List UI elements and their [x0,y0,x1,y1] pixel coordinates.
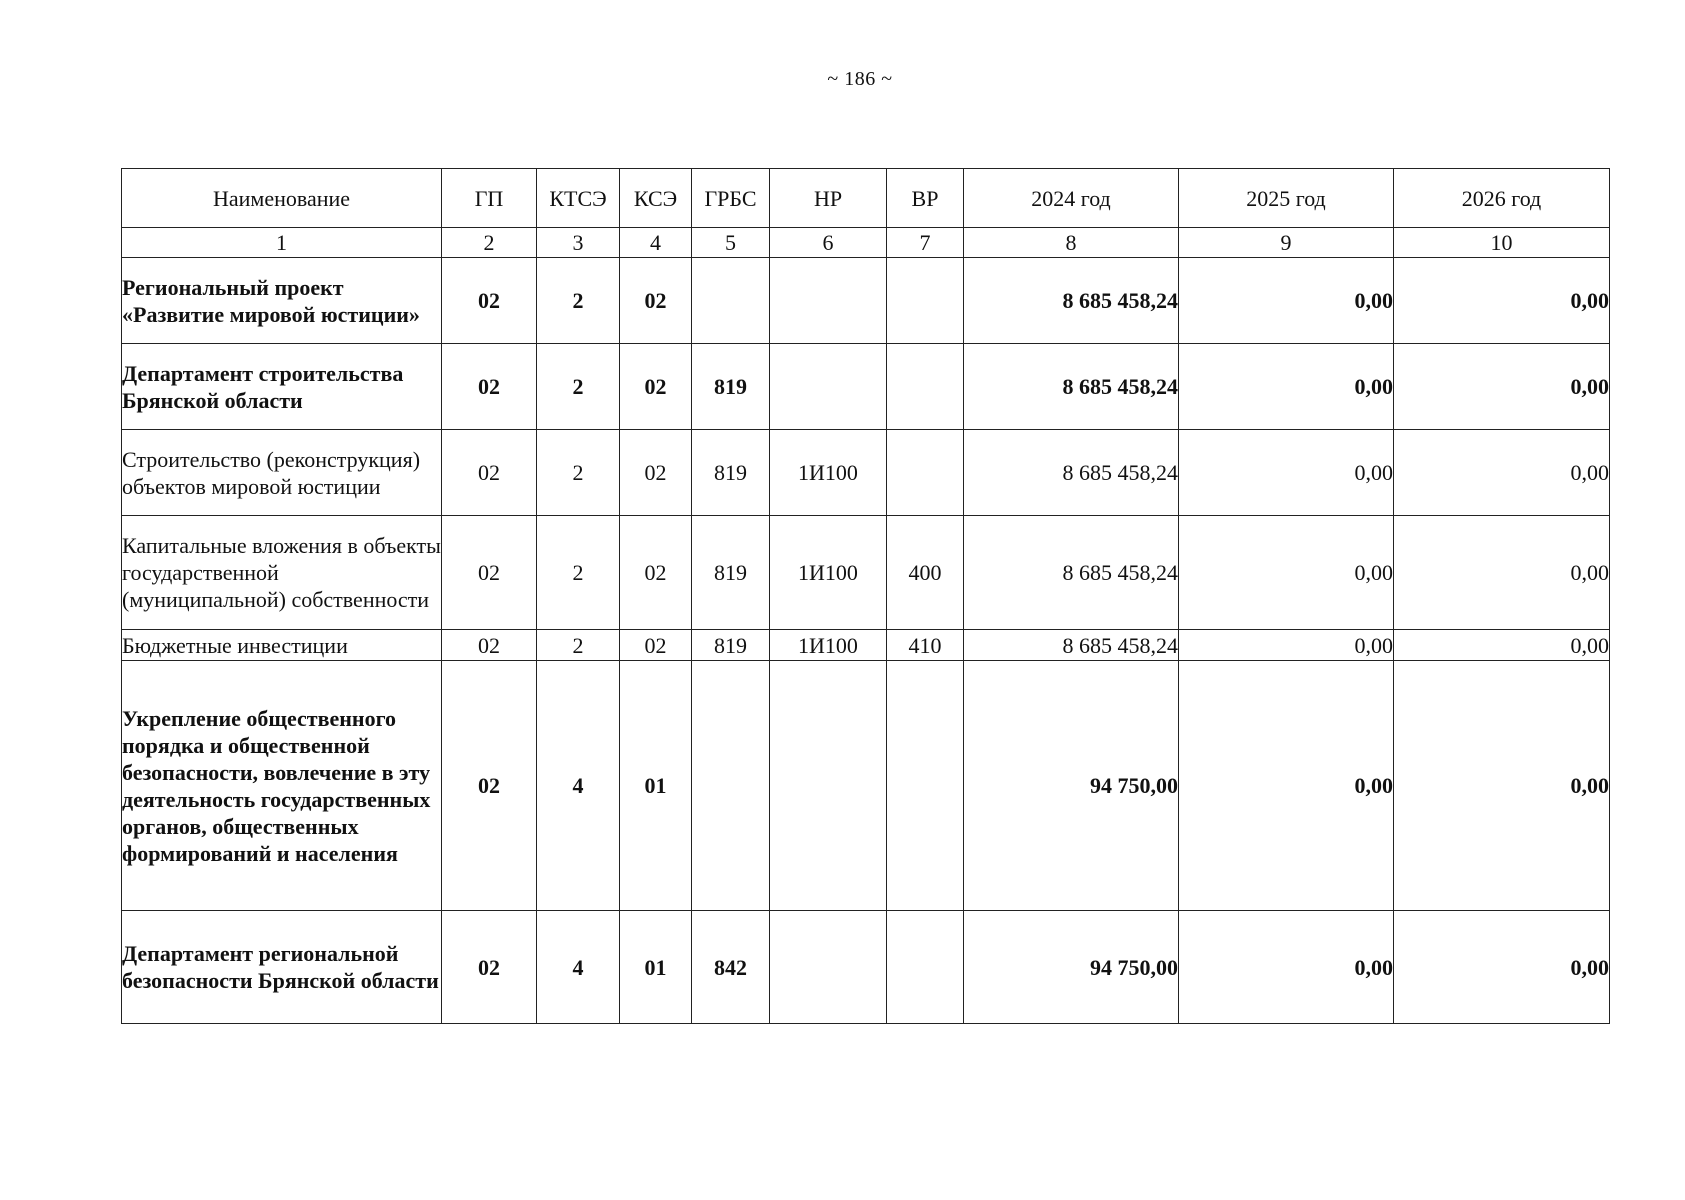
cell-name: Укрепление общественного порядка и общественной безопасности, вовлечение в эту деятельность государственных органов, общественных формирований и населения [122,661,442,911]
cell-name: Региональный проект «Развитие мировой юстиции» [122,258,442,344]
cell-kse: 02 [620,344,692,430]
cell-2024: 8 685 458,24 [964,430,1179,516]
cell-2025: 0,00 [1179,430,1394,516]
column-number: 5 [692,228,770,258]
cell-gp: 02 [442,630,537,661]
cell-nr [770,258,887,344]
cell-name: Департамент строительства Брянской области [122,344,442,430]
cell-nr [770,344,887,430]
column-header-2026: 2026 год [1394,169,1610,228]
table-row [122,661,1610,911]
table-row [122,344,1610,430]
column-number-row [122,228,1610,258]
column-number: 4 [620,228,692,258]
cell-2025: 0,00 [1179,911,1394,1024]
cell-nr: 1И100 [770,630,887,661]
cell-2025: 0,00 [1179,630,1394,661]
cell-name: Строительство (реконструкция) объектов мировой юстиции [122,430,442,516]
cell-vr [887,911,964,1024]
cell-kse: 02 [620,258,692,344]
cell-kse: 01 [620,911,692,1024]
cell-nr: 1И100 [770,430,887,516]
cell-2026: 0,00 [1394,911,1610,1024]
column-number: 6 [770,228,887,258]
cell-kse: 01 [620,661,692,911]
column-header-gp: ГП [442,169,537,228]
cell-name: Бюджетные инвестиции [122,630,442,661]
cell-gp: 02 [442,661,537,911]
column-number: 3 [537,228,620,258]
cell-2024: 94 750,00 [964,661,1179,911]
cell-ktse: 2 [537,516,620,630]
table-row [122,630,1610,661]
cell-2026: 0,00 [1394,630,1610,661]
cell-2024: 8 685 458,24 [964,344,1179,430]
cell-2026: 0,00 [1394,661,1610,911]
cell-2025: 0,00 [1179,516,1394,630]
cell-vr: 400 [887,516,964,630]
cell-ktse: 2 [537,344,620,430]
cell-gp: 02 [442,258,537,344]
table-row [122,516,1610,630]
cell-grbs [692,661,770,911]
cell-2024: 8 685 458,24 [964,516,1179,630]
cell-gp: 02 [442,911,537,1024]
cell-2024: 8 685 458,24 [964,258,1179,344]
cell-grbs: 842 [692,911,770,1024]
cell-nr [770,661,887,911]
cell-kse: 02 [620,516,692,630]
cell-kse: 02 [620,630,692,661]
table-row [122,430,1610,516]
column-header-2024: 2024 год [964,169,1179,228]
cell-vr: 410 [887,630,964,661]
cell-nr: 1И100 [770,516,887,630]
column-number: 10 [1394,228,1610,258]
cell-grbs: 819 [692,430,770,516]
table-row [122,258,1610,344]
cell-2025: 0,00 [1179,258,1394,344]
cell-ktse: 2 [537,430,620,516]
column-number: 8 [964,228,1179,258]
cell-2025: 0,00 [1179,661,1394,911]
cell-2026: 0,00 [1394,430,1610,516]
column-header-kse: КСЭ [620,169,692,228]
cell-name: Капитальные вложения в объекты государственной (муниципальной) собственности [122,516,442,630]
cell-gp: 02 [442,430,537,516]
cell-grbs: 819 [692,630,770,661]
page-number: ~ 186 ~ [827,68,893,90]
cell-vr [887,344,964,430]
column-number: 1 [122,228,442,258]
cell-ktse: 2 [537,630,620,661]
column-header-ktse: КТСЭ [537,169,620,228]
column-header-nr: НР [770,169,887,228]
column-header-name: Наименование [122,169,442,228]
column-header-grbs: ГРБС [692,169,770,228]
cell-nr [770,911,887,1024]
table-row [122,911,1610,1024]
cell-ktse: 4 [537,911,620,1024]
cell-grbs: 819 [692,344,770,430]
column-number: 9 [1179,228,1394,258]
cell-2024: 8 685 458,24 [964,630,1179,661]
cell-ktse: 4 [537,661,620,911]
cell-vr [887,258,964,344]
budget-table [121,168,1610,1024]
cell-vr [887,430,964,516]
column-header-vr: ВР [887,169,964,228]
column-number: 7 [887,228,964,258]
cell-grbs: 819 [692,516,770,630]
cell-2025: 0,00 [1179,344,1394,430]
cell-2026: 0,00 [1394,516,1610,630]
cell-ktse: 2 [537,258,620,344]
cell-kse: 02 [620,430,692,516]
cell-2026: 0,00 [1394,344,1610,430]
cell-vr [887,661,964,911]
cell-gp: 02 [442,516,537,630]
cell-2024: 94 750,00 [964,911,1179,1024]
cell-grbs [692,258,770,344]
cell-name: Департамент региональной безопасности Брянской области [122,911,442,1024]
cell-gp: 02 [442,344,537,430]
column-header-2025: 2025 год [1179,169,1394,228]
table-header-row [122,169,1610,228]
column-number: 2 [442,228,537,258]
cell-2026: 0,00 [1394,258,1610,344]
